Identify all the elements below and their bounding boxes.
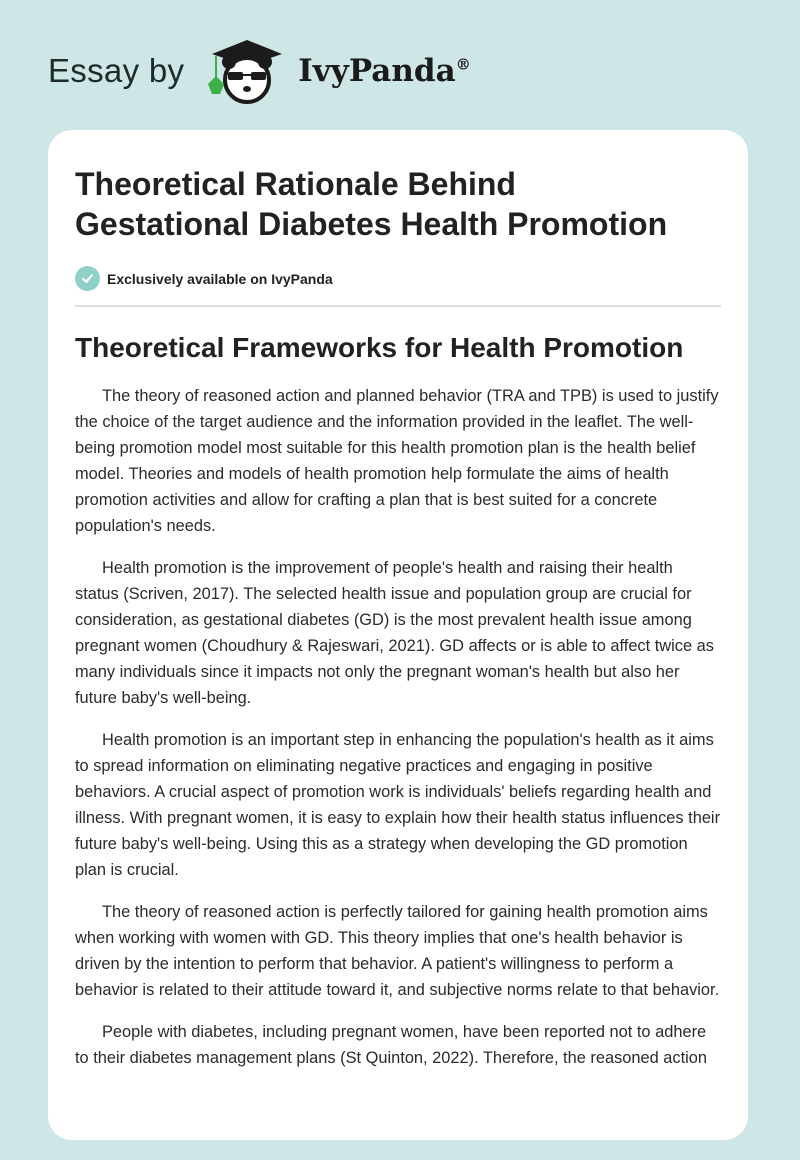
ivypanda-logo-icon[interactable]: [202, 36, 292, 106]
exclusive-text: Exclusively available on IvyPanda: [107, 270, 333, 287]
essay-by-label: Essay by: [48, 52, 185, 89]
paragraph: The theory of reasoned action is perfectly tailored for gaining health promotion aims when working with women with GD. This theory implies that one's health behavior is driven by the intention to perform that behavior. A patient's willingness to perform a behavior is related to their attitude toward it, and subjective norms relate to that behavior.: [75, 903, 720, 999]
title-line-1: Theoretical Rationale Behind: [75, 166, 516, 202]
article-title: [75, 164, 721, 244]
exclusive-badge: [75, 266, 721, 291]
divider: [75, 305, 721, 307]
section-heading: Theoretical Frameworks for Health Promotion: [75, 332, 684, 363]
paragraph: The theory of reasoned action and planned behavior (TRA and TPB) is used to justify the choice of the target audience and the information provided in the leaflet. The well-being promotion model most suitable for this health promotion plan is the health belief model. Theories and models of health promotion help formulate the aims of health promotion activities and allow for crafting a plan that is best suited for a concrete population's needs.: [75, 387, 719, 535]
article-card: [48, 130, 748, 1140]
paragraph: Health promotion is the improvement of people's health and raising their health status (Scriven, 2017). The selected health issue and population group are crucial for consideration, as gestational diabetes (GD) is the most prevalent health issue among pregnant women (Choudhury & Rajeswari, 2021). GD affects or is able to affect twice as many individuals since it impacts not only the pregnant woman's health but also her future baby's well-being.: [75, 559, 714, 707]
site-header: [48, 36, 471, 106]
brand-text: IvyPanda: [298, 53, 456, 89]
registered-mark: ®: [455, 55, 471, 74]
paragraph: Health promotion is an important step in enhancing the population's health as it aims to spread information on eliminating negative practices and engaging in positive behaviors. A crucial aspect of promotion work is individuals' beliefs regarding health and illness. With pregnant women, it is easy to explain how their health status influences their future baby's well-being. Using this as a strategy when developing the GD promotion plan is crucial.: [75, 731, 721, 879]
brand-name: [298, 53, 470, 89]
title-line-2: Gestational Diabetes Health Promotion: [75, 206, 668, 242]
check-icon: [75, 266, 100, 291]
paragraph: People with diabetes, including pregnant women, have been reported not to adhere to their diabetes management plans (St Quinton, 2022). Therefore, the reasoned action: [75, 1023, 708, 1067]
